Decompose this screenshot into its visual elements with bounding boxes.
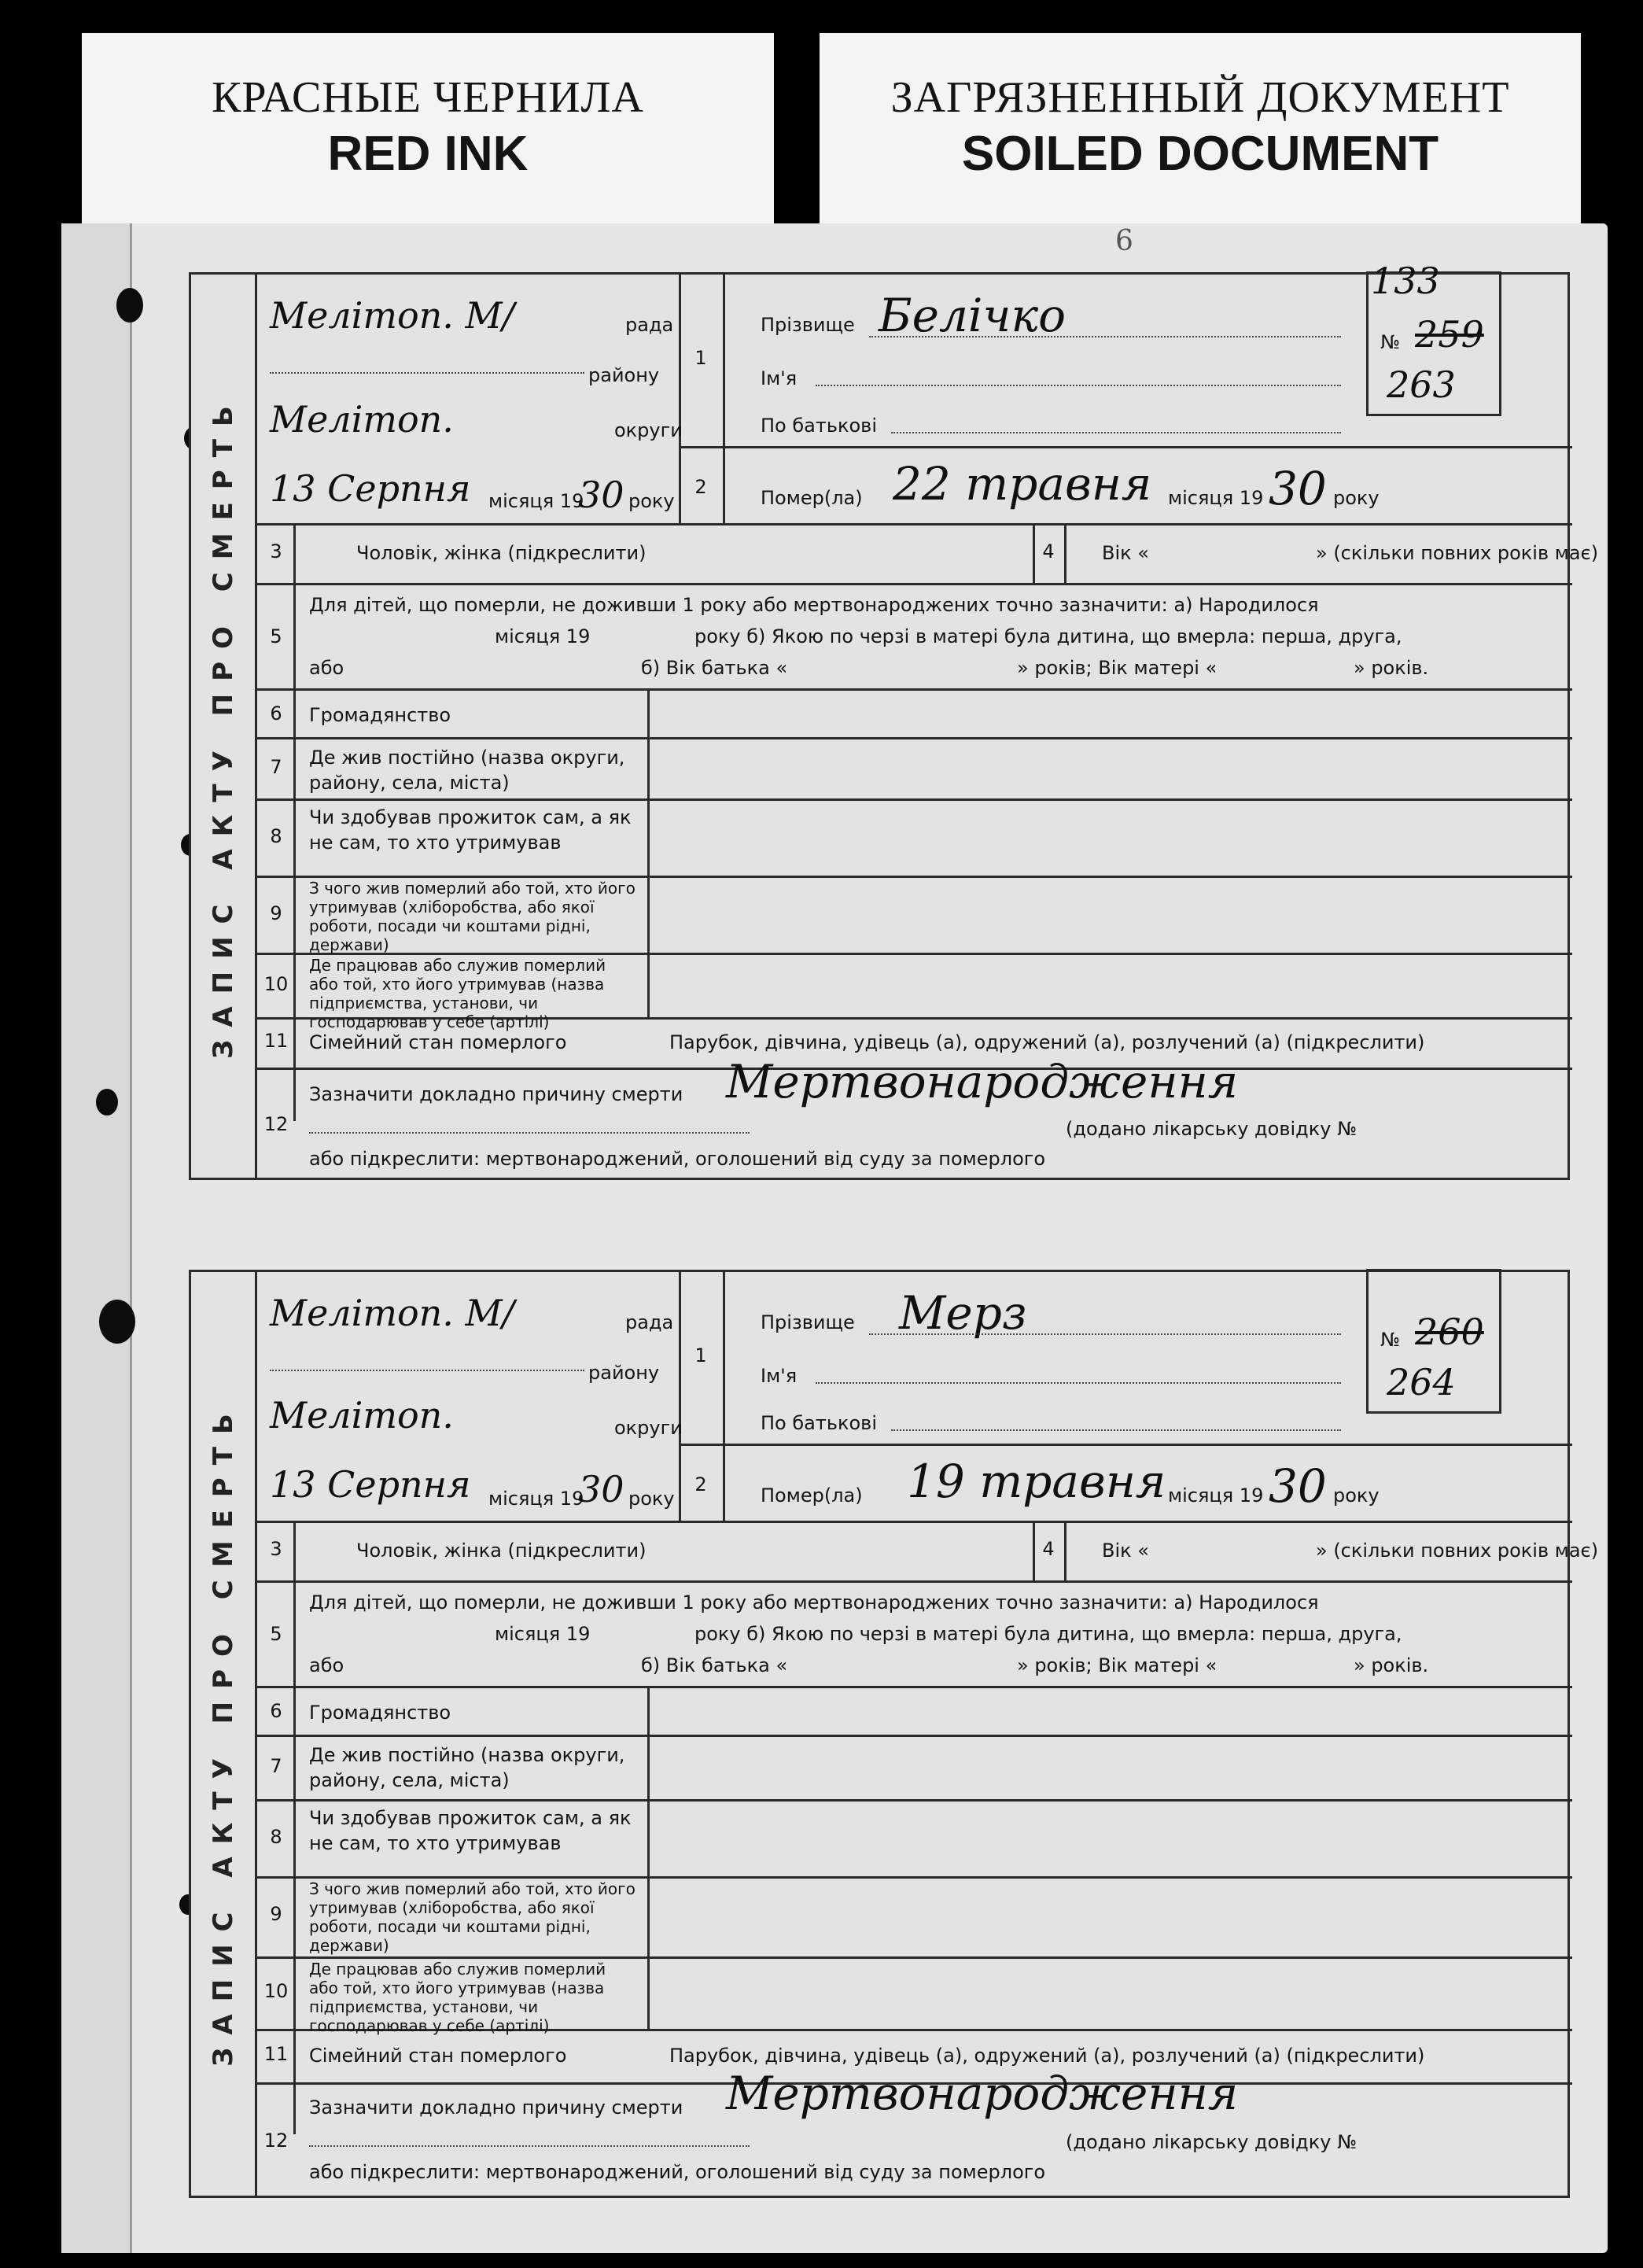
number-label: № [1380,331,1400,353]
age-label: Вік « [1102,1540,1149,1562]
death-year-value: 30 [1269,1459,1327,1513]
okruha-value: Мелітоп. [270,1394,454,1436]
stamp-soiled-en: SOILED DOCUMENT [961,127,1439,181]
age-hint: » (скільки повних років має) [1316,542,1599,564]
death-month-label: місяця 19 [1168,487,1264,509]
marital-label: Сімейний стан померлого [309,1031,567,1053]
livelihood-label: Чи здобував прожиток сам, а як не сам, то хто утримував [309,806,632,854]
district-label: району [588,1362,660,1384]
council-label: рада [625,314,674,336]
sex-field: Чоловік, жінка (підкреслити) [356,542,647,564]
patronymic-label: По батькові [761,415,877,437]
red-ink-stamp [82,33,774,227]
death-date-label: Помер(ла) [761,487,863,509]
stamp-red-ink-ru: КРАСНЫЕ ЧЕРНИЛА [212,73,644,122]
children-line-1: Для дітей, що померли, не доживши 1 року або мертвонароджених точно зазначити: а) Народилося [309,1591,1319,1613]
registration-date-value: 13 Серпня [270,1463,471,1506]
children-line-3b: б) Вік батька « [641,1654,788,1676]
age-hint: » (скільки повних років має) [1316,1540,1599,1562]
surname-label: Прізвище [761,1311,855,1333]
age-label: Вік « [1102,542,1149,564]
name-label: Ім'я [761,367,798,389]
marital-options: Парубок, дівчина, удівець (а), одружений (а), розлучений (а) (підкреслити) [669,2045,1425,2067]
punch-hole [99,1300,135,1344]
council-value: Мелітоп. М/ [270,294,515,337]
death-year-label: року [1333,1484,1380,1506]
registration-date-value: 13 Серпня [270,467,471,510]
workplace-label: Де працював або служив померлий або той, хто його утримував (назва підприємства, установи, чи господарював у себе (артілі) [309,956,606,1031]
citizenship-label: Громадянство [309,704,451,726]
death-date-value: 22 травня [893,457,1152,511]
or-underline: або підкреслити: мертвонароджений, оголошений від суду за померлого [309,2161,1046,2183]
children-line-1: Для дітей, що померли, не доживши 1 року або мертвонароджених точно зазначити: а) Народилося [309,594,1319,616]
council-value: Мелітоп. М/ [270,1292,515,1334]
children-line-3d: » років. [1354,657,1429,679]
death-year-label: року [1333,487,1380,509]
children-line-3a: або [309,1654,344,1676]
doctor-note: (додано лікарську довідку № [1066,1118,1358,1140]
record-vertical-title: ЗАПИС АКТУ ПРО СМЕРТЬ [191,275,257,1178]
stamp-soiled-ru: ЗАГРЯЗНЕННЫЙ ДОКУМЕНТ [890,73,1510,122]
soiled-document-stamp [820,33,1581,227]
children-line-2b: року б) Якою по черзі в матері була дитина, що вмерла: перша, друга, [694,1623,1402,1645]
income-source-label: З чого жив померлий або той, хто його утримував (хліборобства, або якої роботи, посади чи коштами рідні, держави) [309,879,635,954]
death-year-value: 30 [1269,462,1327,515]
record-vertical-title: ЗАПИС АКТУ ПРО СМЕРТЬ [191,1272,257,2196]
registration-number-crossed: 260 [1415,1311,1484,1353]
cause-label: Зазначити докладно причину смерти [309,1083,683,1105]
registration-month-label: місяця 19 [488,490,584,512]
or-underline: або підкреслити: мертвонароджений, оголошений від суду за померлого [309,1148,1046,1170]
registration-number-crossed: 259 [1415,313,1484,356]
patronymic-label: По батькові [761,1412,877,1434]
okruha-value: Мелітоп. [270,398,454,441]
okruha-label: округи [614,419,683,441]
children-line-3b: б) Вік батька « [641,657,788,679]
cause-value: Мертвонародження [726,1055,1239,1108]
livelihood-label: Чи здобував прожиток сам, а як не сам, то хто утримував [309,1807,632,1854]
name-label: Ім'я [761,1365,798,1387]
residence-label: Де жив постійно (назва округи, району, села, міста) [309,747,625,794]
registration-number: 263 [1387,363,1456,406]
punch-hole [96,1089,118,1116]
marital-options: Парубок, дівчина, удівець (а), одружений (а), розлучений (а) (підкреслити) [669,1031,1425,1053]
council-label: рада [625,1311,674,1333]
death-month-label: місяця 19 [1168,1484,1264,1506]
surname-value: Белічко [879,289,1066,342]
cause-label: Зазначити докладно причину смерти [309,2097,683,2119]
registration-year-value: 30 [578,474,624,516]
children-line-2a: місяця 19 [495,625,591,647]
punch-hole [116,288,143,323]
registration-year-label: року [628,490,675,512]
surname-value: Мерз [899,1286,1027,1340]
cause-value: Мертвонародження [726,2067,1239,2120]
registration-year-label: року [628,1488,675,1510]
number-label: № [1380,1329,1400,1351]
district-label: району [588,364,660,386]
children-line-3c: » років; Вік матері « [1017,657,1218,679]
registration-number: 264 [1387,1361,1456,1403]
okruha-label: округи [614,1417,683,1439]
death-record-1: ЗАПИС АКТУ ПРО СМЕРТЬ Мелітоп. М/ рада району Мелітоп. округи 13 Серпня місяця 19 30 року 1 2 Прізвище Белічко Ім'я По батькові Помер(ла) 22 травня місяця 19 30 року 133 № 259 263 3 Чоловік, жінка (підкреслити) 4 Вік « » (скільки повних років має) 5 Для дітей, що померли, не доживши 1 року або мертвонароджених точно зазначити: а) Народилося місяця 19 року б) Якою по черзі в матері була дитина, що вмерла: перша, друга, або б) Вік батька « » років; Вік матері « » років. 6 Громадянство 7 Де жив постійно (назва округи, району, села, міста) 8 Чи здобував прожиток сам, а як не сам, то хто утримував 9 З чого жив померлий або той, хто його утримував (хліборобства, або якої роботи, посади чи коштами рідні, держави) 10 Де працював або служив померлий або той, хто його утримував (назва підприємства, установи, чи господарював у себе (артілі) 11 Сімейний стан померлого Парубок, дівчина, удівець (а), одружений (а), розлучений (а) (підкреслити) 12 Зазначити докладно причину смерти Мертвонародження (додано лікарську довідку № або підкреслити: мертвонароджений, оголошений від суду за померлого [189,272,1570,1180]
citizenship-label: Громадянство [309,1702,451,1724]
residence-label: Де жив постійно (назва округи, району, села, міста) [309,1744,625,1791]
death-date-value: 19 травня [907,1455,1166,1508]
stamp-red-ink-en: RED INK [327,127,529,181]
registration-month-label: місяця 19 [488,1488,584,1510]
page-mark: 6 [1115,225,1133,257]
children-line-3d: » років. [1354,1654,1429,1676]
corner-number: 133 [1371,260,1440,302]
sex-field: Чоловік, жінка (підкреслити) [356,1540,647,1562]
income-source-label: З чого жив померлий або той, хто його утримував (хліборобства, або якої роботи, посади чи коштами рідні, держави) [309,1879,635,1955]
surname-label: Прізвище [761,314,855,336]
workplace-label: Де працював або служив померлий або той, хто його утримував (назва підприємства, установи, чи господарював у себе (артілі) [309,1960,606,2035]
death-date-label: Помер(ла) [761,1484,863,1506]
children-line-2a: місяця 19 [495,1623,591,1645]
binding-margin [61,223,132,2253]
marital-label: Сімейний стан померлого [309,2045,567,2067]
doctor-note: (додано лікарську довідку № [1066,2131,1358,2153]
children-line-3c: » років; Вік матері « [1017,1654,1218,1676]
children-line-2b: року б) Якою по черзі в матері була дитина, що вмерла: перша, друга, [694,625,1402,647]
children-line-3a: або [309,657,344,679]
death-record-2: ЗАПИС АКТУ ПРО СМЕРТЬ Мелітоп. М/ рада району Мелітоп. округи 13 Серпня місяця 19 30 року 1 2 Прізвище Мерз Ім'я По батькові Помер(ла) 19 травня місяця 19 30 року № 260 264 3 Чоловік, жінка (підкреслити) 4 Вік « » (скільки повних років має) 5 Для дітей, що померли, не доживши 1 року або мертвонароджених точно зазначити: а) Народилося місяця 19 року б) Якою по черзі в матері була дитина, що вмерла: перша, друга, або б) Вік батька « » років; Вік матері « » років. 6 Громадянство 7 Де жив постійно (назва округи, району, села, міста) 8 Чи здобував прожиток сам, а як не сам, то хто утримував 9 З чого жив померлий або той, хто його утримував (хліборобства, або якої роботи, посади чи коштами рідні, держави) 10 Де працював або служив померлий або той, хто його утримував (назва підприємства, установи, чи господарював у себе (артілі) 11 Сімейний стан померлого Парубок, дівчина, удівець (а), одружений (а), розлучений (а) (підкреслити) 12 Зазначити докладно причину смерти Мертвонародження (додано лікарську довідку № або підкреслити: мертвонароджений, оголошений від суду за померлого [189,1270,1570,2198]
registration-year-value: 30 [578,1468,624,1510]
